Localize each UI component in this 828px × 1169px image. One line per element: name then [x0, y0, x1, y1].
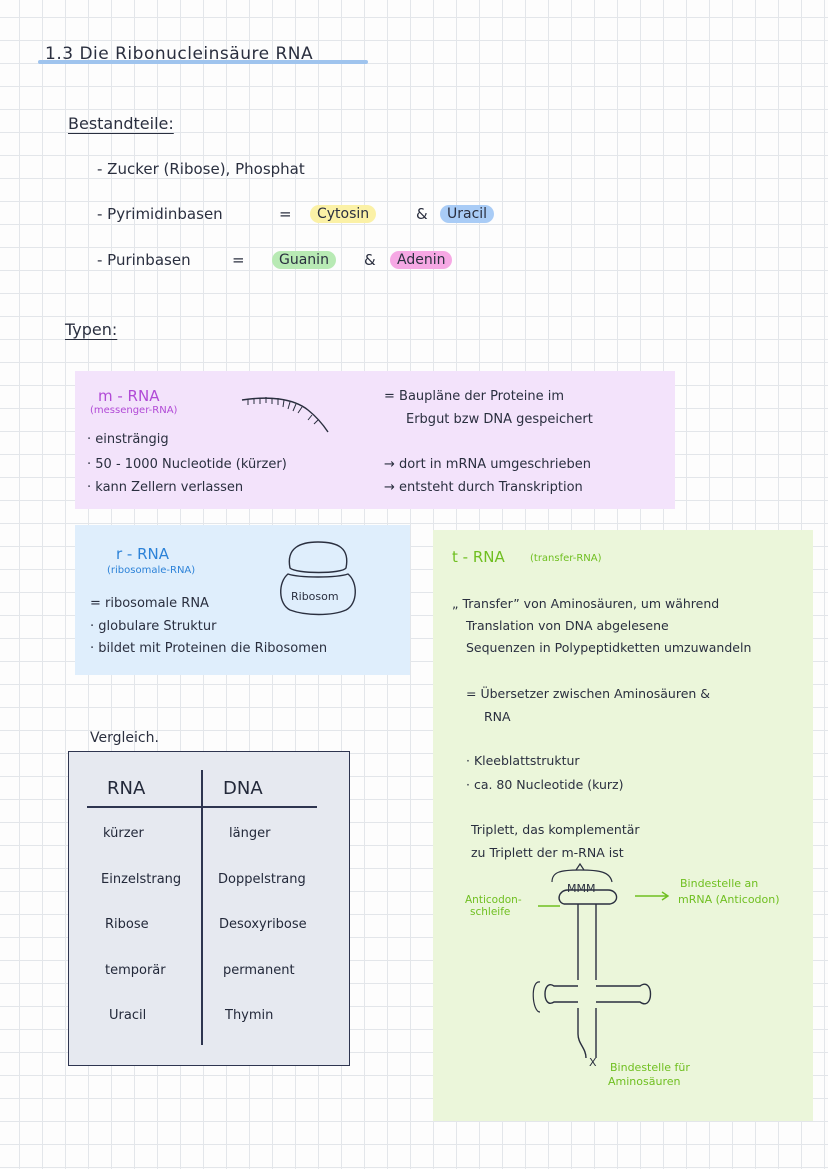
mrna-bullet-1: · einsträngig — [87, 432, 169, 447]
table-header-dna: DNA — [223, 778, 263, 799]
table-header-rna: RNA — [107, 778, 146, 799]
trna-p3-line-1: Triplett, das komplementär — [471, 822, 640, 837]
trna-label-aminosaeuren-1: Bindestelle für — [610, 1061, 690, 1074]
typen-heading: Typen: — [65, 320, 118, 339]
table-cell-dna-4: permanent — [223, 963, 295, 978]
trna-label-anticodon-1: Anticodon- — [465, 894, 522, 906]
table-cell-dna-3: Desoxyribose — [219, 917, 307, 932]
pyrimidin-equals: = — [279, 205, 292, 223]
page-title: 1.3 Die Ribonucleinsäure RNA — [45, 44, 314, 64]
mrna-arrow-2: → entsteht durch Transkription — [384, 480, 583, 495]
bestandteile-heading: Bestandteile: — [68, 114, 174, 133]
rrna-subtitle: (ribosomale-RNA) — [107, 565, 196, 576]
uracil-badge: Uracil — [440, 205, 494, 223]
bestandteile-line-pyrimidin: - Pyrimidinbasen — [97, 205, 223, 223]
purin-equals: = — [232, 251, 245, 269]
trna-label-aminosaeuren-2: Aminosäuren — [608, 1075, 681, 1088]
trna-codon-mark: MMM — [567, 882, 596, 895]
mrna-subtitle: (messenger-RNA) — [90, 405, 178, 416]
table-cell-dna-1: länger — [229, 826, 271, 841]
rrna-line-2: · globulare Struktur — [90, 619, 217, 634]
mrna-desc-1: = Baupläne der Proteine im — [384, 389, 565, 404]
trna-bullet-2: · ca. 80 Nucleotide (kurz) — [466, 777, 624, 792]
trna-p1-line-2: Translation von DNA abgelesene — [466, 618, 669, 633]
bestandteile-line-purin: - Purinbasen — [97, 251, 191, 269]
pyrimidin-ampersand: & — [416, 205, 428, 223]
table-cell-dna-5: Thymin — [225, 1008, 274, 1023]
trna-p1-line-1: „ Transfer” von Aminosäuren, um während — [452, 596, 720, 611]
purin-ampersand: & — [364, 251, 376, 269]
trna-x-mark: X — [589, 1056, 597, 1069]
table-cell-rna-5: Uracil — [109, 1008, 147, 1023]
ribosom-label: Ribosom — [291, 590, 339, 603]
table-cell-rna-3: Ribose — [105, 917, 149, 932]
trna-label-anticodon-2: schleife — [470, 906, 511, 918]
trna-p2-line-2: RNA — [484, 709, 511, 724]
table-cell-rna-2: Einzelstrang — [101, 872, 182, 887]
rrna-title: r - RNA — [116, 545, 170, 563]
table-cell-rna-1: kürzer — [103, 826, 144, 841]
trna-title: t - RNA — [452, 548, 505, 566]
mrna-desc-2: Erbgut bzw DNA gespeichert — [406, 412, 593, 427]
cytosin-badge: Cytosin — [310, 205, 376, 223]
trna-p1-line-3: Sequenzen in Polypeptidketten umzuwandeln — [466, 640, 752, 655]
comparison-table — [68, 751, 350, 1066]
trna-subtitle: (transfer-RNA) — [530, 553, 602, 564]
table-column-divider — [201, 770, 203, 1045]
trna-label-mrna-2: mRNA (Anticodon) — [678, 893, 780, 906]
trna-p3-line-2: zu Triplett der m-RNA ist — [471, 845, 624, 860]
trna-label-mrna-1: Bindestelle an — [680, 877, 759, 890]
adenin-badge: Adenin — [390, 251, 452, 269]
mrna-strand-icon — [238, 392, 333, 436]
trna-bullet-1: · Kleeblattstruktur — [466, 753, 580, 768]
vergleich-heading: Vergleich. — [90, 730, 159, 746]
mrna-arrow-1: → dort in mRNA umgeschrieben — [384, 457, 591, 472]
rrna-line-1: = ribosomale RNA — [90, 596, 209, 611]
trna-p2-line-1: = Übersetzer zwischen Aminosäuren & — [466, 686, 711, 701]
ribosom-drawing — [276, 538, 360, 618]
mrna-bullet-3: · kann Zellern verlassen — [87, 480, 244, 495]
bestandteile-line-zucker: - Zucker (Ribose), Phosphat — [97, 160, 305, 178]
rrna-line-3: · bildet mit Proteinen die Ribosomen — [90, 641, 328, 656]
table-cell-dna-2: Doppelstrang — [218, 872, 306, 887]
guanin-badge: Guanin — [272, 251, 336, 269]
mrna-title: m - RNA — [98, 387, 160, 405]
mrna-bullet-2: · 50 - 1000 Nucleotide (kürzer) — [87, 457, 287, 472]
table-cell-rna-4: temporär — [105, 963, 166, 978]
